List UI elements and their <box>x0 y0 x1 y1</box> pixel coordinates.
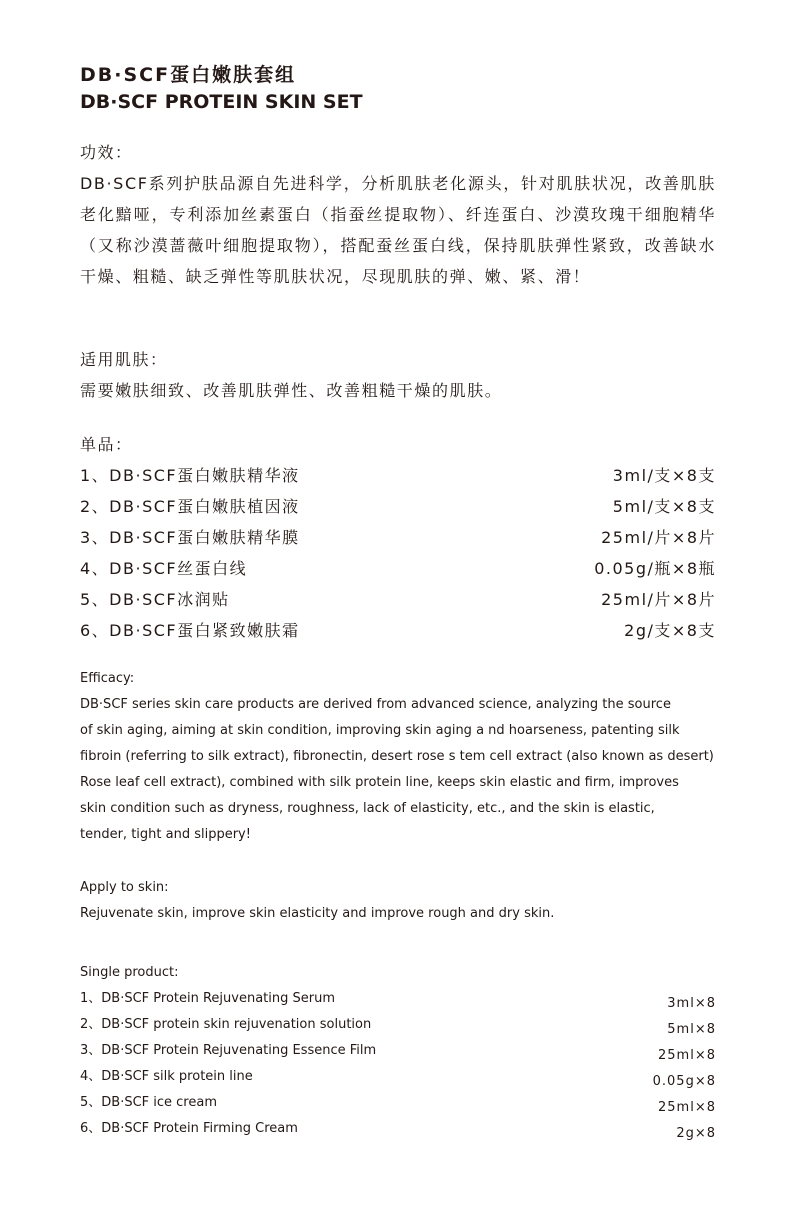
en-efficacy-text <box>80 692 720 848</box>
en-product-spec: 2g×8 <box>676 1126 716 1141</box>
en-product-name: 3、DB·SCF Protein Rejuvenating Essence Film <box>80 1043 377 1058</box>
cn-products-label: 单品： <box>80 435 133 454</box>
en-efficacy-line: Rose leaf cell extract), combined with silk protein line, keeps skin elastic and firm, improves <box>80 775 679 790</box>
en-product-name: 2、DB·SCF protein skin rejuvenation solution <box>80 1017 372 1032</box>
cn-product-name: 6、DB·SCF蛋白紧致嫩肤霜 <box>80 621 300 640</box>
cn-skin-text: 需要嫩肤细致、改善肌肤弹性、改善粗糙干燥的肌肤。 <box>80 381 503 400</box>
cn-skin-section <box>80 344 716 406</box>
title-chinese: DB·SCF蛋白嫩肤套组 <box>80 64 297 86</box>
en-product-name: 1、DB·SCF Protein Rejuvenating Serum <box>80 991 335 1006</box>
en-product-name: 5、DB·SCF ice cream <box>80 1095 217 1110</box>
cn-product-row <box>80 522 716 553</box>
en-skin-text: Rejuvenate skin, improve skin elasticity and improve rough and dry skin. <box>80 906 555 921</box>
en-products-label: Single product: <box>80 965 179 980</box>
cn-product-name: 1、DB·SCF蛋白嫩肤精华液 <box>80 466 300 485</box>
en-efficacy-line: DB·SCF series skin care products are derived from advanced science, analyzing the source <box>80 697 671 712</box>
en-efficacy-section <box>80 666 720 848</box>
en-efficacy-label: Efficacy: <box>80 671 135 686</box>
en-product-name: 4、DB·SCF silk protein line <box>80 1069 253 1084</box>
en-products-section <box>80 960 720 986</box>
en-efficacy-line: tender, tight and slippery! <box>80 827 251 842</box>
en-product-name: 6、DB·SCF Protein Firming Cream <box>80 1121 298 1136</box>
cn-product-row <box>80 460 716 491</box>
cn-efficacy-label: 功效： <box>80 143 133 162</box>
cn-product-spec: 25ml/片×8片 <box>601 528 716 547</box>
en-skin-section <box>80 875 720 927</box>
cn-product-name: 2、DB·SCF蛋白嫩肤植因液 <box>80 497 300 516</box>
cn-product-row <box>80 491 716 522</box>
en-efficacy-line: of skin aging, aiming at skin condition, improving skin aging a nd hoarseness, patenting silk <box>80 723 680 738</box>
en-efficacy-line: fibroin (referring to silk extract), fibronectin, desert rose s tem cell extract (also known as desert) <box>80 749 714 764</box>
cn-efficacy-text: DB·SCF系列护肤品源自先进科学，分析肌肤老化源头，针对肌肤状况，改善肌肤老化黯哑，专利添加丝素蛋白（指蚕丝提取物）、纤连蛋白、沙漠玫瑰干细胞精华（又称沙漠蔷薇叶细胞提取物），搭配蚕丝蛋白线，保持肌肤弹性紧致，改善缺水干燥、粗糙、缺乏弹性等肌肤状况，尽现肌肤的弹、嫩、紧、滑！ <box>80 174 716 286</box>
en-products-list <box>80 987 716 1147</box>
cn-product-row <box>80 615 716 646</box>
en-product-spec: 3ml×8 <box>667 996 716 1011</box>
cn-products-section <box>80 429 716 646</box>
en-skin-label: Apply to skin: <box>80 880 169 895</box>
cn-product-spec: 25ml/片×8片 <box>601 590 716 609</box>
cn-product-name: 3、DB·SCF蛋白嫩肤精华膜 <box>80 528 300 547</box>
cn-product-spec: 2g/支×8支 <box>624 621 716 640</box>
cn-product-spec: 0.05g/瓶×8瓶 <box>594 559 716 578</box>
en-product-spec: 25ml×8 <box>658 1100 716 1115</box>
cn-skin-label: 适用肌肤： <box>80 350 168 369</box>
cn-product-row <box>80 584 716 615</box>
cn-product-spec: 3ml/支×8支 <box>612 466 716 485</box>
cn-product-row <box>80 553 716 584</box>
en-product-spec: 0.05g×8 <box>652 1074 716 1089</box>
en-product-spec: 5ml×8 <box>667 1022 716 1037</box>
cn-product-name: 5、DB·SCF冰润贴 <box>80 590 230 609</box>
en-product-spec: 25ml×8 <box>658 1048 716 1063</box>
cn-product-spec: 5ml/支×8支 <box>612 497 716 516</box>
en-efficacy-line: skin condition such as dryness, roughness, lack of elasticity, etc., and the skin is elastic, <box>80 801 655 816</box>
cn-product-name: 4、DB·SCF丝蛋白线 <box>80 559 248 578</box>
title-english: DB·SCF PROTEIN SKIN SET <box>80 91 363 113</box>
cn-efficacy-section <box>80 137 716 292</box>
